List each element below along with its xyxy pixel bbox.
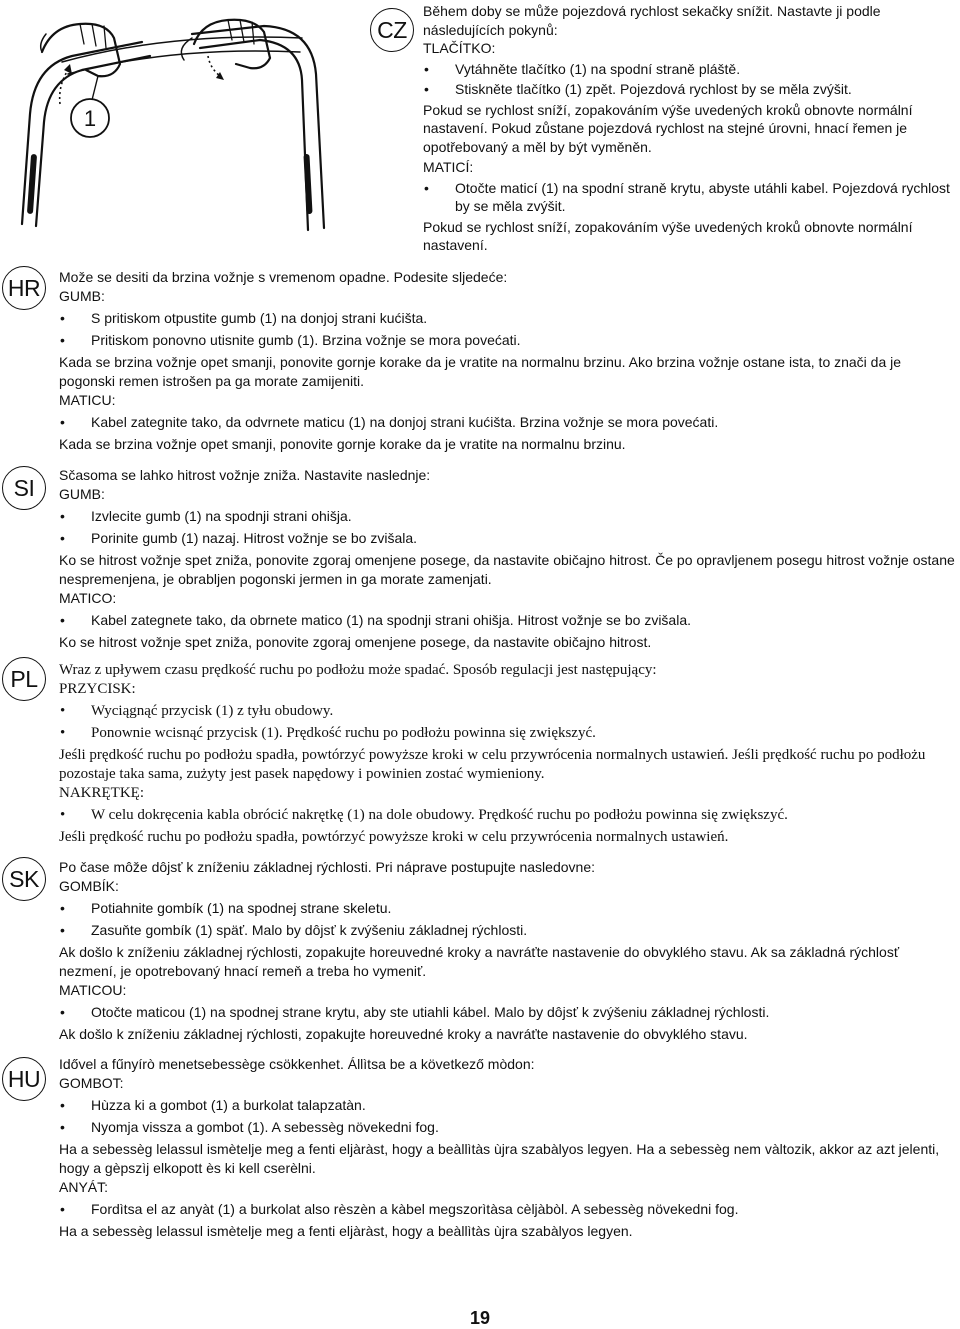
intro-text: Idővel a fűnyírò menetsebessège csökkenhet. Állìtsa be a következő mòdon: bbox=[59, 1056, 535, 1072]
note-text: Ha a sebessèg lelassul ismètelje meg a fenti eljàràst, hogy a beàllìtàs ùjra szabàlyos legyen. bbox=[59, 1223, 633, 1239]
language-badge-pl bbox=[2, 657, 46, 701]
mower-handle-drawing bbox=[2, 4, 358, 240]
badge-label: CZ bbox=[377, 16, 407, 43]
language-badge-si bbox=[2, 466, 46, 510]
button-heading: GOMBÍK: bbox=[59, 878, 119, 894]
note-text: Pokud se rychlost sníží, zopakováním výše uvedených kroků obnovte normální nastavení. Pokud zůstane pojezdová rychlost na stejné úrovni, hnací řemen je opotřebovaný a měl by být vyměněn. bbox=[423, 101, 913, 155]
callout-number: 1 bbox=[83, 106, 97, 131]
badge-label: SK bbox=[9, 865, 39, 892]
nut-heading: MATICOU: bbox=[59, 982, 127, 998]
note-text: Kada se brzina vožnje opet smanji, ponovite gornje korake da je vratite na normalnu brzinu. Ako brzina vožnje ostane ista, to znači da je pogonski remen istrošen pa ga morate zamijeniti. bbox=[59, 354, 902, 389]
intro-text: Wraz z upływem czasu prędkość ruchu po podłożu może spadać. Sposób regulacji jest następujący: bbox=[59, 662, 657, 678]
list-item: • Hùzza ki a gombot (1) a burkolat talapzatàn. bbox=[59, 1096, 959, 1115]
intro-text: Može se desiti da brzina vožnje s vremenom opadne. Podesite sljedeće: bbox=[59, 269, 508, 285]
list-item: • Kabel zategnite tako, da odvrnete maticu (1) na donjoj strani kućišta. Brzina vožnje se mora povećati. bbox=[59, 413, 959, 432]
nut-heading: MATICÍ: bbox=[423, 159, 474, 175]
list-item: • Ponownie wcisnąć przycisk (1). Prędkość ruchu po podłożu powinna się zwiększyć. bbox=[59, 724, 959, 743]
note-text: Ko se hitrost vožnje spet zniža, ponovite zgoraj omenjene posege, da nastavite običajno hitrost. bbox=[59, 634, 652, 650]
nut-heading: MATICU: bbox=[59, 392, 116, 408]
language-badge-hr bbox=[2, 266, 46, 310]
handle-illustration bbox=[2, 4, 358, 240]
list-item: • Izvlecite gumb (1) na spodnji strani ohišja. bbox=[59, 507, 959, 526]
list-item: • Otočte maticí (1) na spodní straně krytu, abyste utáhli kabel. Pojezdová rychlost by se měla zvýšit. bbox=[423, 179, 957, 216]
badge-label: HU bbox=[7, 1065, 41, 1092]
section-cz bbox=[423, 2, 957, 255]
list-item: • S pritiskom otpustite gumb (1) na donjoj strani kućišta. bbox=[59, 309, 959, 328]
badge-label: SI bbox=[13, 474, 35, 501]
button-heading: GOMBOT: bbox=[59, 1075, 124, 1091]
note-text: Ak došlo k zníženiu základnej rýchlosti, zopakujte horeuvedné kroky a navráťte nastavenie do obvyklého stavu. bbox=[59, 1026, 748, 1042]
list-item: • Potiahnite gombík (1) na spodnej strane skeletu. bbox=[59, 899, 959, 918]
list-item: • Zasuňte gombík (1) späť. Malo by dôjsť k zvýšeniu základnej rýchlosti. bbox=[59, 921, 959, 940]
badge-label: HR bbox=[7, 274, 41, 301]
list-item: • Fordìtsa el az anyàt (1) a burkolat also rèszèn a kàbel megszorìtàsa cèljàbòl. A sebessèg növekedni fog. bbox=[59, 1200, 959, 1219]
badge-label: PL bbox=[10, 665, 38, 692]
section-pl bbox=[59, 661, 959, 847]
button-heading: GUMB: bbox=[59, 486, 105, 502]
note-text: Jeśli prędkość ruchu po podłożu spadła, powtórzyć powyższe kroki w celu przywrócenia normalnych ustawień. bbox=[59, 829, 729, 845]
note-text: Kada se brzina vožnje opet smanji, ponovite gornje korake da je vratite na normalnu brzinu. bbox=[59, 436, 626, 452]
list-item: • Nyomja vissza a gombot (1). A sebessèg növekedni fog. bbox=[59, 1118, 959, 1137]
note-text: Pokud se rychlost sníží, zopakováním výše uvedených kroků obnovte normální nastavení. bbox=[423, 218, 913, 253]
section-sk bbox=[59, 858, 959, 1044]
nut-heading: MATICO: bbox=[59, 590, 117, 606]
note-text: Ak došlo k zníženiu základnej rýchlosti, zopakujte horeuvedné kroky a navráťte nastavenie do obvyklého stavu. Ak sa základná rýchlosť nezmení, je opotrebovaný hnací remeň a treba ho vymeniť. bbox=[59, 944, 900, 979]
intro-text: Po čase môže dôjsť k zníženiu základnej rýchlosti. Pri náprave postupujte nasledovne: bbox=[59, 859, 595, 875]
note-text: Jeśli prędkość ruchu po podłożu spadła, powtórzyć powyższe kroki w celu przywrócenia normalnych ustawień. Jeśli prędkość ruchu po podłożu pozostaje taka sama, zużyty jest pasek napędowy i powinien zostać wymieniony. bbox=[59, 747, 926, 782]
nut-heading: ANYÁT: bbox=[59, 1179, 109, 1195]
list-item: • Pritiskom ponovno utisnite gumb (1). Brzina vožnje se mora povećati. bbox=[59, 331, 959, 350]
language-badge-hu bbox=[2, 1057, 46, 1101]
list-item: • Vytáhněte tlačítko (1) na spodní straně pláště. bbox=[423, 60, 957, 79]
button-heading: TLAČÍTKO: bbox=[423, 40, 496, 56]
intro-text: Sčasoma se lahko hitrost vožnje zniža. Nastavite naslednje: bbox=[59, 467, 431, 483]
section-si bbox=[59, 466, 959, 652]
language-badge-cz bbox=[370, 8, 414, 52]
intro-text: Během doby se může pojezdová rychlost sekačky snížit. Nastavte ji podle následujících pokynů: bbox=[423, 3, 881, 38]
button-heading: GUMB: bbox=[59, 288, 105, 304]
list-item: • Kabel zategnete tako, da obrnete matico (1) na spodnji strani ohišja. Hitrost vožnje se bo zvišala. bbox=[59, 611, 959, 630]
list-item: • W celu dokręcenia kabla obrócić nakrętkę (1) na dole obudowy. Prędkość ruchu po podłożu powinna się zwiększyć. bbox=[59, 806, 959, 825]
list-item: • Porinite gumb (1) nazaj. Hitrost vožnje se bo zvišala. bbox=[59, 529, 959, 548]
nut-heading: NAKRĘTKĘ: bbox=[59, 785, 144, 801]
list-item: • Stiskněte tlačítko (1) zpět. Pojezdová rychlost by se měla zvýšit. bbox=[423, 80, 957, 99]
section-hr bbox=[59, 268, 959, 454]
page-number: 19 bbox=[469, 1308, 491, 1328]
section-hu bbox=[59, 1055, 959, 1241]
note-text: Ha a sebessèg lelassul ismètelje meg a fenti eljàràst, hogy a beàllìtàs ùjra szabàlyos legyen. Ha a sebessèg nem vàltozik, akkor az azt jelenti, hogy a gèpszìj elkopott ès ki kell cserèlni. bbox=[59, 1141, 940, 1176]
note-text: Ko se hitrost vožnje spet zniža, ponovite zgoraj omenjene posege, da nastavite običajno hitrost. Če po opravljenem posegu hitrost vožnje ostane nespremenjena, je obrabljen pogonski jermen in ga morate zamenjati. bbox=[59, 552, 955, 587]
list-item: • Otočte maticou (1) na spodnej strane krytu, aby ste utiahli kábel. Malo by dôjsť k zvýšeniu základnej rýchlosti. bbox=[59, 1003, 959, 1022]
button-heading: PRZYCISK: bbox=[59, 681, 136, 697]
language-badge-sk bbox=[2, 857, 46, 901]
list-item: • Wyciągnąć przycisk (1) z tyłu obudowy. bbox=[59, 702, 959, 721]
